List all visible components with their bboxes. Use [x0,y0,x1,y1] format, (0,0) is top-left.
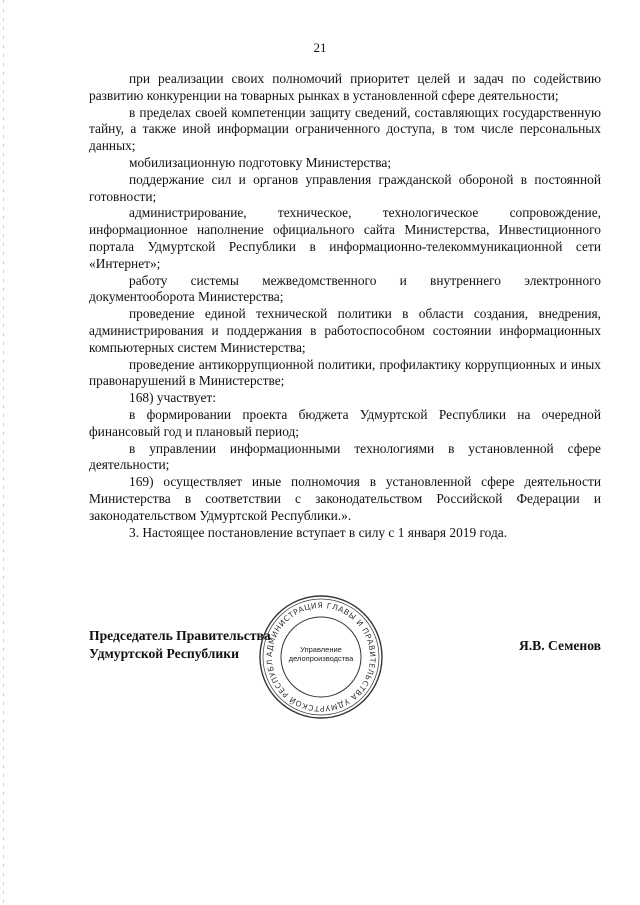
paragraph: проведение единой технической политики в области создания, внедрения, администрирования и поддержания в работоспособном состоянии информационных компьютерных систем Министерства; [89,306,601,355]
paragraph: 169) осуществляет иные полномочия в установленной сфере деятельности Министерства в соответствии с законодательством Российской Федерации и законодательством Удмуртской Республики.». [89,474,601,523]
paragraph: администрирование, техническое, технологическое сопровождение, информационное наполнение официального сайта Министерства, Инвестиционного портала Удмуртской Республики в информационно-телекоммуникационной сети «Интернет»; [89,205,601,271]
stamp-ring-text: АДМИНИСТРАЦИЯ ГЛАВЫ И ПРАВИТЕЛЬСТВА УДМУРТСКОЙ РЕСПУБЛ [264,600,378,714]
signer-title-line2: Удмуртской Республики [89,646,239,661]
paragraph: работу системы межведомственного и внутреннего электронного документооборота Министерства; [89,272,601,305]
stamp-inner-text [277,645,365,663]
paragraph: в формировании проекта бюджета Удмуртской Республики на очередной финансовый год и плановый период; [89,406,601,439]
document-body [89,71,601,541]
paragraph: в управлении информационными технологиями в установленной сфере деятельности; [89,440,601,473]
paragraph: при реализации своих полномочий приоритет целей и задач по содействию развитию конкуренции на товарных рынках в установленной сфере деятельности; [89,71,601,103]
stamp-inner-line2: делопроизводства [288,654,354,663]
paragraph: мобилизационную подготовку Министерства; [129,154,392,170]
signer-name: Я.В. Семенов [518,638,601,653]
official-stamp [257,593,385,721]
paragraph: проведение антикоррупционной политики, профилактику коррупционных и иных правонарушений в Министерстве; [89,356,601,389]
paragraph: в пределах своей компетенции защиту сведений, составляющих государственную тайну, а также иной информации ограниченного доступа, в том числе персональных данных; [89,104,601,154]
signer-title [89,627,271,663]
stamp-inner-line1: Управление [300,645,342,654]
scan-edge [3,0,4,905]
paragraph: поддержание сил и органов управления гражданской обороной в постоянной готовности; [89,171,601,204]
page-number: 21 [313,40,327,55]
paragraph: 3. Настоящее постановление вступает в силу с 1 января 2019 года. [129,524,508,540]
signer-title-line1: Председатель Правительства [89,628,271,643]
paragraph: 168) участвует: [129,390,216,406]
